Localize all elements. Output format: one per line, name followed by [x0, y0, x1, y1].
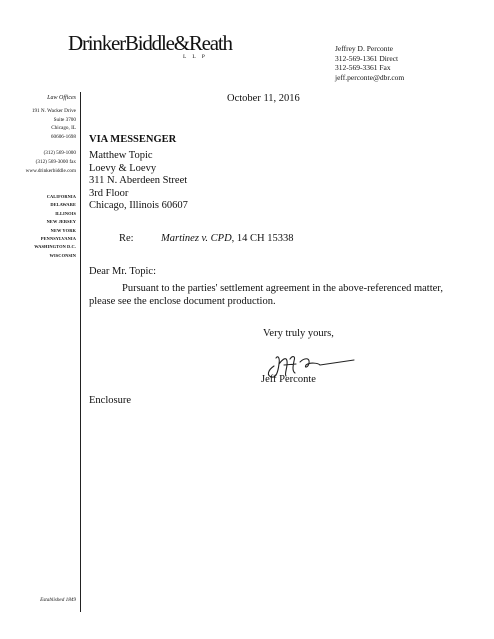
office-location: NEW JERSEY — [46, 219, 76, 225]
enclosure-note: Enclosure — [89, 395, 131, 406]
recipient-name: Matthew Topic — [89, 150, 153, 161]
closing: Very truly yours, — [263, 328, 334, 339]
address-line: Suite 3700 — [53, 116, 76, 123]
established-note: Established 1849 — [40, 597, 76, 603]
recipient-street: 311 N. Aberdeen Street — [89, 175, 188, 186]
spacer — [8, 142, 76, 149]
body-line: Pursuant to the parties' settlement agreement in the above-referenced matter, — [122, 283, 444, 294]
sender-email: jeff.perconte@dbr.com — [335, 72, 405, 82]
firm-logo-text: DrinkerBiddle&Reath — [68, 31, 232, 55]
office-location: CALIFORNIA — [46, 194, 76, 199]
address-line: Chicago, IL — [51, 125, 76, 132]
case-number: , 14 CH 15338 — [231, 233, 294, 244]
recipient-firm: Loevy & Loevy — [89, 162, 157, 174]
office-location: WISCONSIN — [49, 252, 76, 258]
recipient-city: Chicago, Illinois 60607 — [89, 200, 188, 211]
address-line: 60606-1698 — [50, 134, 76, 141]
signer-name: Jeff Perconte — [261, 374, 316, 385]
delivery-method: VIA MESSENGER — [89, 134, 177, 145]
sender-contact-block — [335, 44, 404, 82]
sender-name: Jeffrey D. Perconte — [335, 44, 393, 53]
firm-logo-suffix: LLP — [183, 54, 211, 60]
body-paragraph — [89, 283, 444, 308]
address-line: 191 N. Wacker Drive — [31, 107, 76, 114]
office-location: NEW YORK — [50, 227, 76, 233]
office-location: ILLINOIS — [55, 210, 76, 216]
recipient-address-block — [89, 150, 188, 213]
law-offices-label: Law Offices — [47, 95, 76, 101]
office-location: PENNSYLVANIA — [40, 236, 76, 242]
letter-date: October 11, 2016 — [227, 93, 300, 104]
case-name: Martinez v. CPD — [161, 233, 232, 244]
recipient-floor: 3rd Floor — [89, 187, 129, 199]
salutation: Dear Mr. Topic: — [89, 266, 157, 277]
office-address-block — [8, 94, 76, 175]
office-website: www.drinkerbiddle.com — [25, 167, 76, 174]
body-line: please see the enclose document production. — [89, 295, 276, 307]
office-fax: (312) 569-3000 fax — [35, 158, 76, 165]
sender-fax: 312-569-3361 Fax — [335, 63, 391, 72]
sidebar-divider — [80, 92, 81, 612]
re-label: Re: — [119, 233, 134, 244]
office-location: WASHINGTON D.C. — [34, 244, 76, 250]
office-location: DELAWARE — [50, 202, 76, 208]
office-locations-list — [8, 193, 76, 260]
sender-direct-phone: 312-569-1361 Direct — [335, 53, 399, 63]
firm-logo — [68, 33, 232, 54]
re-subject — [161, 233, 294, 246]
office-phone: (312) 569-1000 — [43, 149, 76, 156]
